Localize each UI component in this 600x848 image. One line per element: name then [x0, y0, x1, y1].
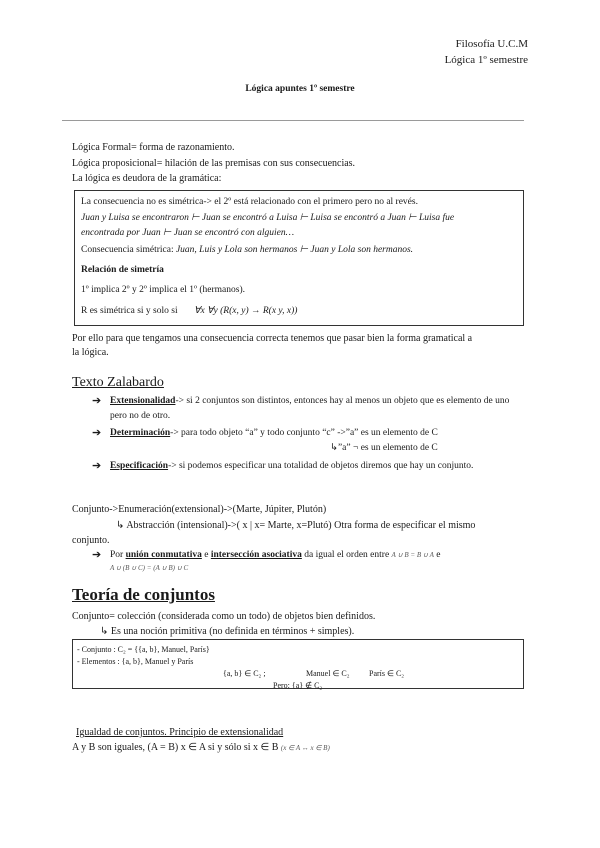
union-pre: Por [110, 550, 126, 560]
intro-line-3: La lógica es deudora de la gramática: [72, 173, 222, 184]
bullet-union [92, 548, 512, 563]
box1-line-4-example: Juan, Luis y Lola son hermanos ⊢ Juan y Lola son hermanos. [175, 245, 414, 255]
union-post: da igual el orden entre [301, 550, 392, 560]
box2-elem-paris: París ∈ C₂ [369, 669, 405, 678]
box2-elem-ab: {a, b} ∈ C₂ ; [223, 669, 266, 678]
teoria-line-1: Conjunto= colección (considerada como un todo) de objetos bien definidos. [72, 611, 376, 622]
bullet-determinacion [92, 426, 512, 441]
header-institution: Filosofía U.C.M [455, 38, 528, 50]
arrow-icon: ➔ [92, 549, 102, 561]
igualdad-statement: A y B son iguales, (A = B) x ∈ A si y sólo si x ∈ B [72, 742, 279, 753]
term-union: unión conmutativa [125, 550, 202, 560]
box2-line-2: - Elementos : {a, b}, Manuel y París [77, 657, 194, 666]
box1-line-3: encontrada por Juan ⊢ Juan se encontró con alguien… [81, 228, 295, 238]
arrow-icon: ➔ [92, 460, 102, 472]
box1-line-6: 1º implica 2º y 2º implica el 1º (hermanos). [81, 285, 246, 295]
igualdad-formula: (x ∈ A ↔ x ∈ B) [280, 744, 330, 752]
arrow-icon: ➔ [92, 395, 102, 407]
term-interseccion: intersección asociativa [210, 550, 302, 560]
term-especificacion: Especificación [110, 461, 169, 471]
symmetry-formula: ∀x ∀y (R(x, y) → R(x y, x)) [193, 306, 298, 316]
box2-line-4: Pero: {a} ∉ C₂ [273, 681, 323, 690]
union-mid: e [201, 550, 211, 560]
example-box [72, 639, 524, 689]
igualdad-line-1 [72, 741, 330, 755]
desc-extensionalidad: -> si 2 conjuntos son distintos, entonces hay al menos un objeto que es elemento de uno pero no de otro. [110, 396, 510, 421]
determinacion-sub: ↳”a” ¬ es un elemento de C [330, 443, 438, 453]
union-end: e [433, 550, 441, 560]
box1-line-7-text: R es simétrica si y solo si [81, 306, 178, 316]
box1-subheading: Relación de simetría [81, 265, 164, 275]
box2-elem-manuel: Manuel ∈ C₂ [306, 669, 350, 678]
conjunto-line-1: Conjunto->Enumeración(extensional)->(Marte, Júpiter, Plutón) [72, 504, 327, 515]
section-heading-zalabardo: Texto Zalabardo [72, 375, 164, 390]
bullet-extensionalidad [92, 394, 512, 424]
box2-line-1: - Conjunto : C₂ = {{a, b}, Manuel, París} [77, 645, 210, 654]
formula-commutative: A ∪ B = B ∪ A [391, 551, 434, 559]
divider [62, 120, 524, 121]
arrow-icon: ➔ [92, 427, 102, 439]
section-heading-teoria: Teoría de conjuntos [72, 585, 215, 604]
conjunto-line-3: conjunto. [72, 535, 110, 546]
doc-title: Lógica apuntes 1º semestre [245, 84, 355, 94]
conjunto-line-2: ↳ Abstracción (intensional)->( x | x= Marte, x=Plutó) Otra forma de especificar el mismo [116, 520, 476, 531]
section-heading-igualdad: Igualdad de conjuntos. Principio de extensionalidad [76, 727, 284, 738]
after-box-line-2: la lógica. [72, 347, 109, 358]
after-box-line-1: Por ello para que tengamos una consecuencia correcta tenemos que pasar bien la forma gramatical a [72, 333, 473, 344]
bullet-especificacion [92, 459, 512, 474]
teoria-line-2: ↳ Es una noción primitiva (no definida en términos + simples). [100, 626, 355, 637]
term-determinacion: Determinación [110, 428, 171, 438]
box1-line-4-label: Consecuencia simétrica: [81, 245, 176, 255]
box1-line-2: Juan y Luisa se encontraron ⊢ Juan se encontró a Luisa ⊢ Luisa se encontró a Juan ⊢ Luisa fue [81, 213, 455, 223]
desc-determinacion: -> para todo objeto “a” y todo conjunto “c” ->”a” es un elemento de C [170, 428, 438, 438]
box1-line-4 [81, 244, 413, 255]
box1-line-7 [81, 305, 297, 316]
term-extensionalidad: Extensionalidad [110, 396, 176, 406]
desc-especificacion: -> si podemos especificar una totalidad de objetos diremos que hay un conjunto. [168, 461, 474, 471]
formula-associative: A ∪ (B ∪ C) = (A ∪ B) ∪ C [110, 564, 189, 572]
intro-line-2: Lógica proposicional= hilación de las premisas con sus consecuencias. [72, 158, 356, 169]
intro-line-1: Lógica Formal= forma de razonamiento. [72, 142, 235, 153]
box1-line-1: La consecuencia no es simétrica-> el 2º está relacionado con el primero pero no al revés. [81, 197, 418, 207]
symmetry-box [74, 190, 524, 326]
header-course: Lógica 1º semestre [444, 54, 528, 66]
